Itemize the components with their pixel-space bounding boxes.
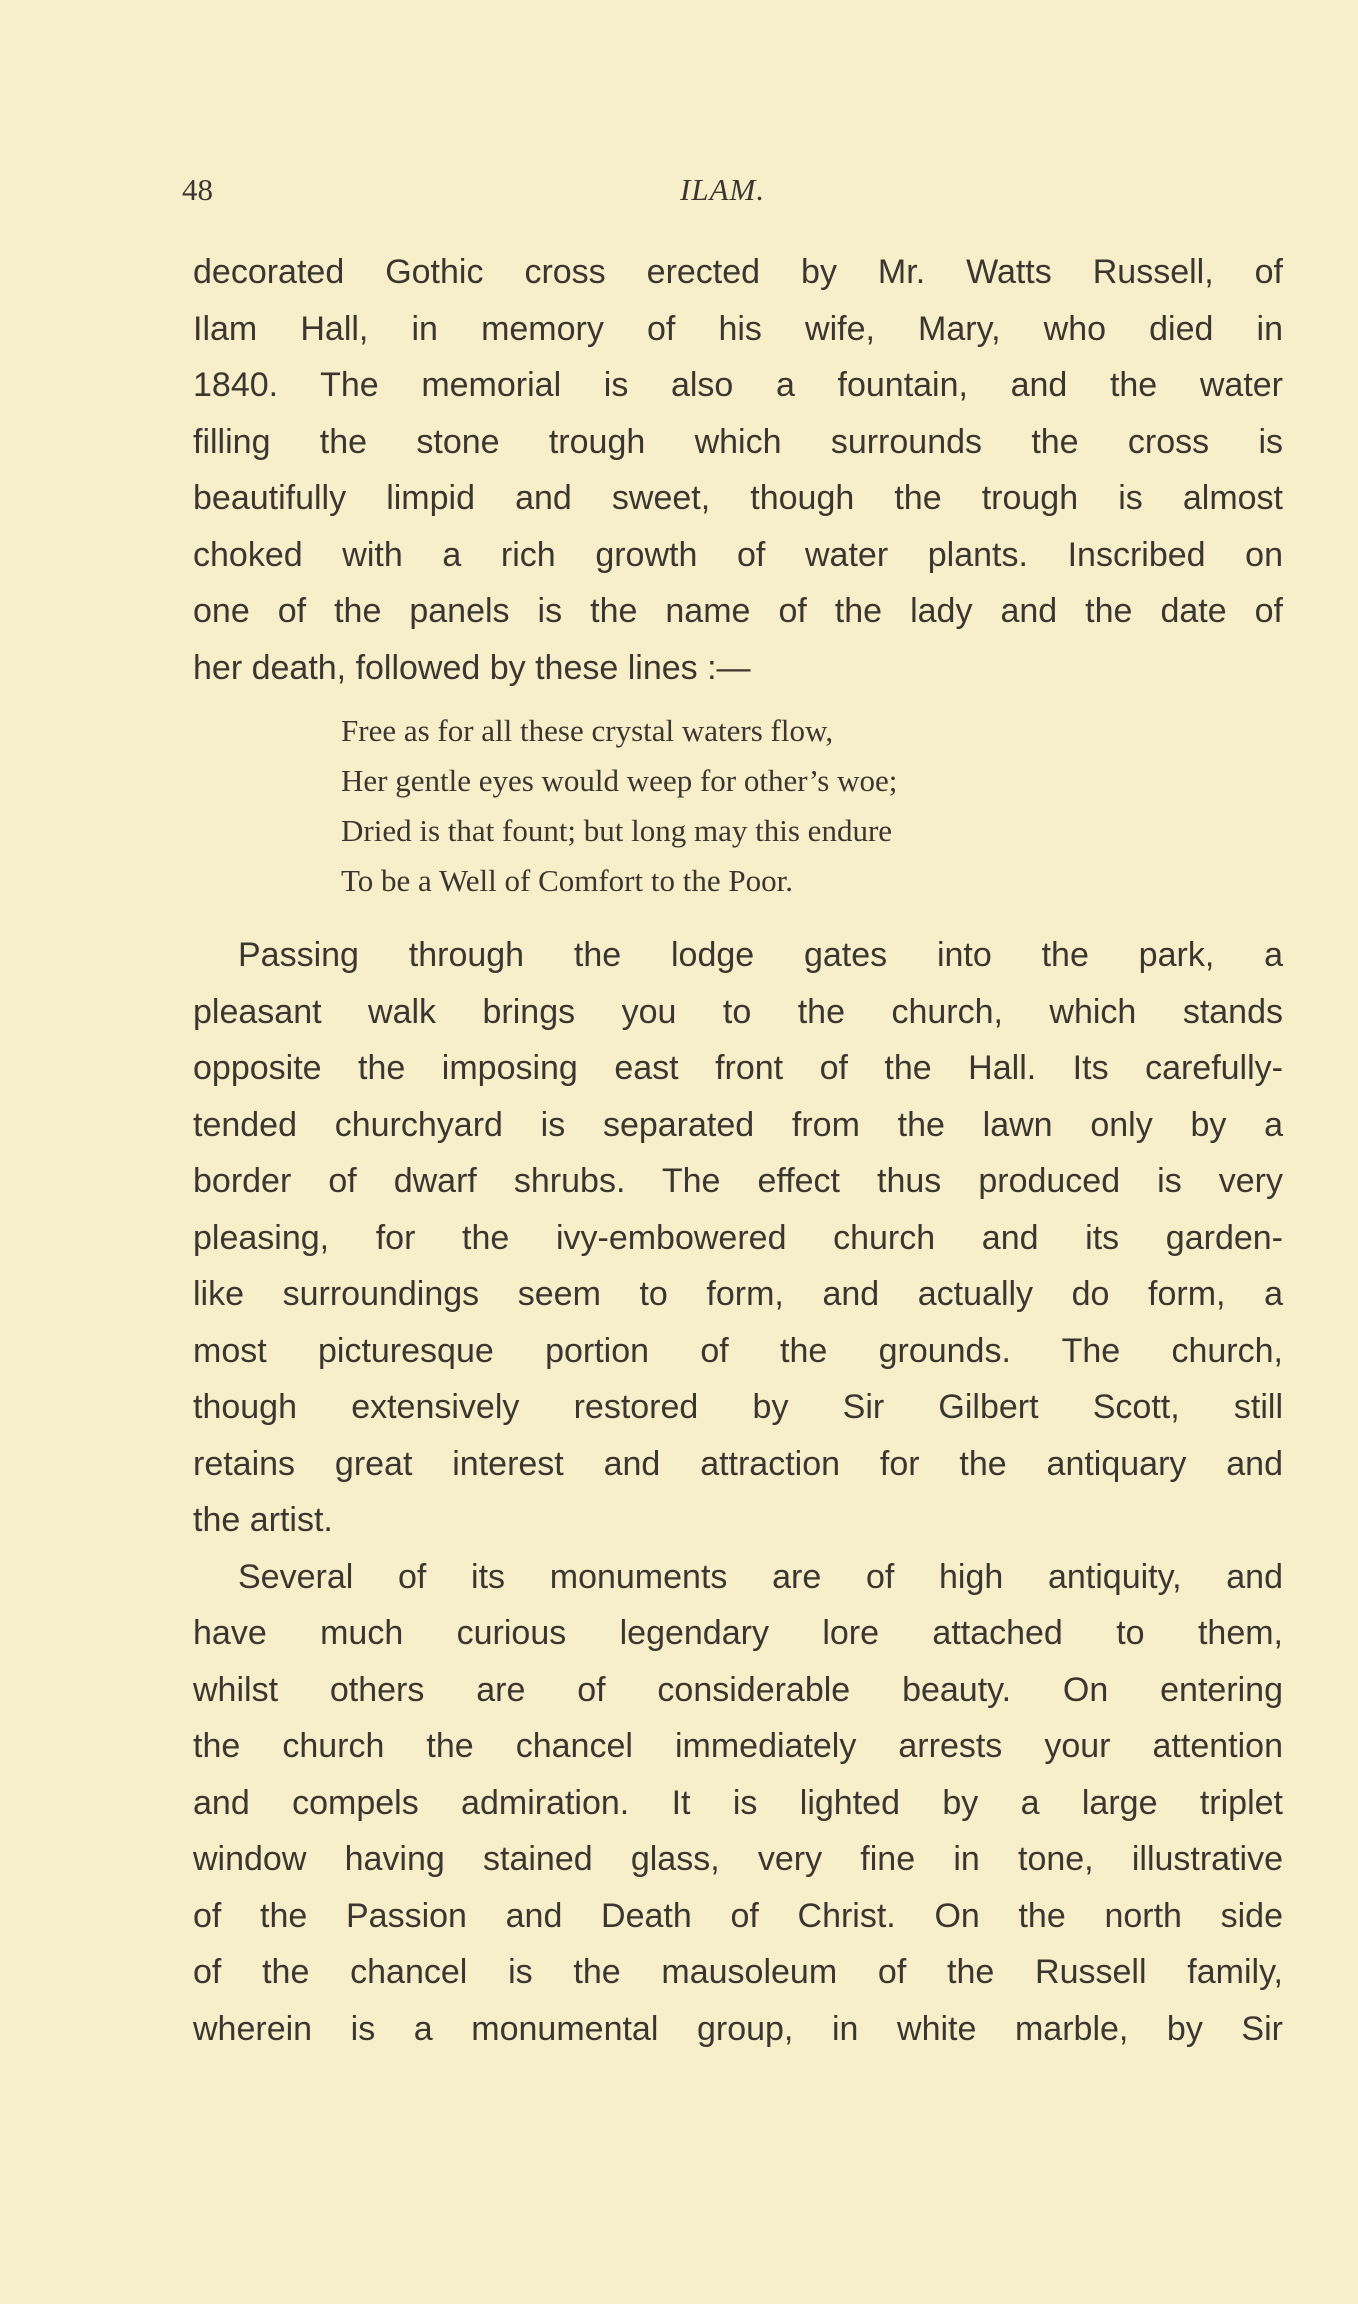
text-line: and compels admiration. It is lighted by a large triplet	[193, 1783, 1283, 1822]
poem-verse	[341, 706, 897, 906]
text-line: the church the chancel immediately arrests your attention	[193, 1727, 1283, 1765]
text-line: Ilam Hall, in memory of his wife, Mary, who died in	[193, 309, 1283, 348]
text-line: pleasant walk brings you to the church, which stands	[193, 992, 1283, 1031]
text-line: filling the stone trough which surrounds the cross is	[193, 422, 1283, 461]
text-line: of the chancel is the mausoleum of the Russell family,	[193, 1953, 1283, 1991]
text-line: of the Passion and Death of Christ. On the north side	[193, 1896, 1283, 1935]
text-line: 1840. The memorial is also a fountain, and the water	[193, 366, 1283, 404]
page-number: 48	[182, 172, 213, 207]
text-line: pleasing, for the ivy-embowered church and its garden-	[193, 1218, 1283, 1257]
text-line: the artist.	[193, 1501, 333, 1539]
verse-line: To be a Well of Comfort to the Poor.	[341, 863, 793, 898]
text-line: like surroundings seem to form, and actually do form, a	[193, 1275, 1283, 1313]
verse-line: Her gentle eyes would weep for other’s woe;	[341, 763, 898, 798]
running-title: ILAM.	[680, 172, 766, 207]
text-line: border of dwarf shrubs. The effect thus produced is very	[193, 1162, 1283, 1200]
text-line: retains great interest and attraction for the antiquary and	[193, 1444, 1283, 1483]
text-line: tended churchyard is separated from the lawn only by a	[193, 1105, 1283, 1144]
text-line: window having stained glass, very fine in tone, illustrative	[193, 1840, 1283, 1878]
text-line: decorated Gothic cross erected by Mr. Watts Russell, of	[193, 253, 1283, 291]
text-line: wherein is a monumental group, in white marble, by Sir	[193, 2009, 1283, 2048]
text-line: most picturesque portion of the grounds. The church,	[193, 1331, 1283, 1370]
verse-line: Dried is that fount; but long may this endure	[341, 813, 893, 848]
paragraph-2	[193, 927, 1283, 2057]
text-line: Several of its monuments are of high antiquity, and	[238, 1557, 1283, 1596]
verse-line: Free as for all these crystal waters flow,	[341, 713, 834, 748]
text-line: opposite the imposing east front of the Hall. Its carefully-	[193, 1049, 1283, 1087]
text-line: have much curious legendary lore attached to them,	[193, 1614, 1283, 1652]
text-line: whilst others are of considerable beauty. On entering	[193, 1670, 1283, 1709]
text-line: Passing through the lodge gates into the park, a	[238, 936, 1283, 974]
text-line: one of the panels is the name of the lady and the date of	[193, 592, 1283, 630]
text-line: beautifully limpid and sweet, though the trough is almost	[193, 479, 1283, 517]
paragraph-1	[193, 244, 1283, 696]
text-line: though extensively restored by Sir Gilbert Scott, still	[193, 1388, 1283, 1426]
text-line: her death, followed by these lines :—	[193, 648, 751, 687]
text-line: choked with a rich growth of water plants. Inscribed on	[193, 535, 1283, 574]
